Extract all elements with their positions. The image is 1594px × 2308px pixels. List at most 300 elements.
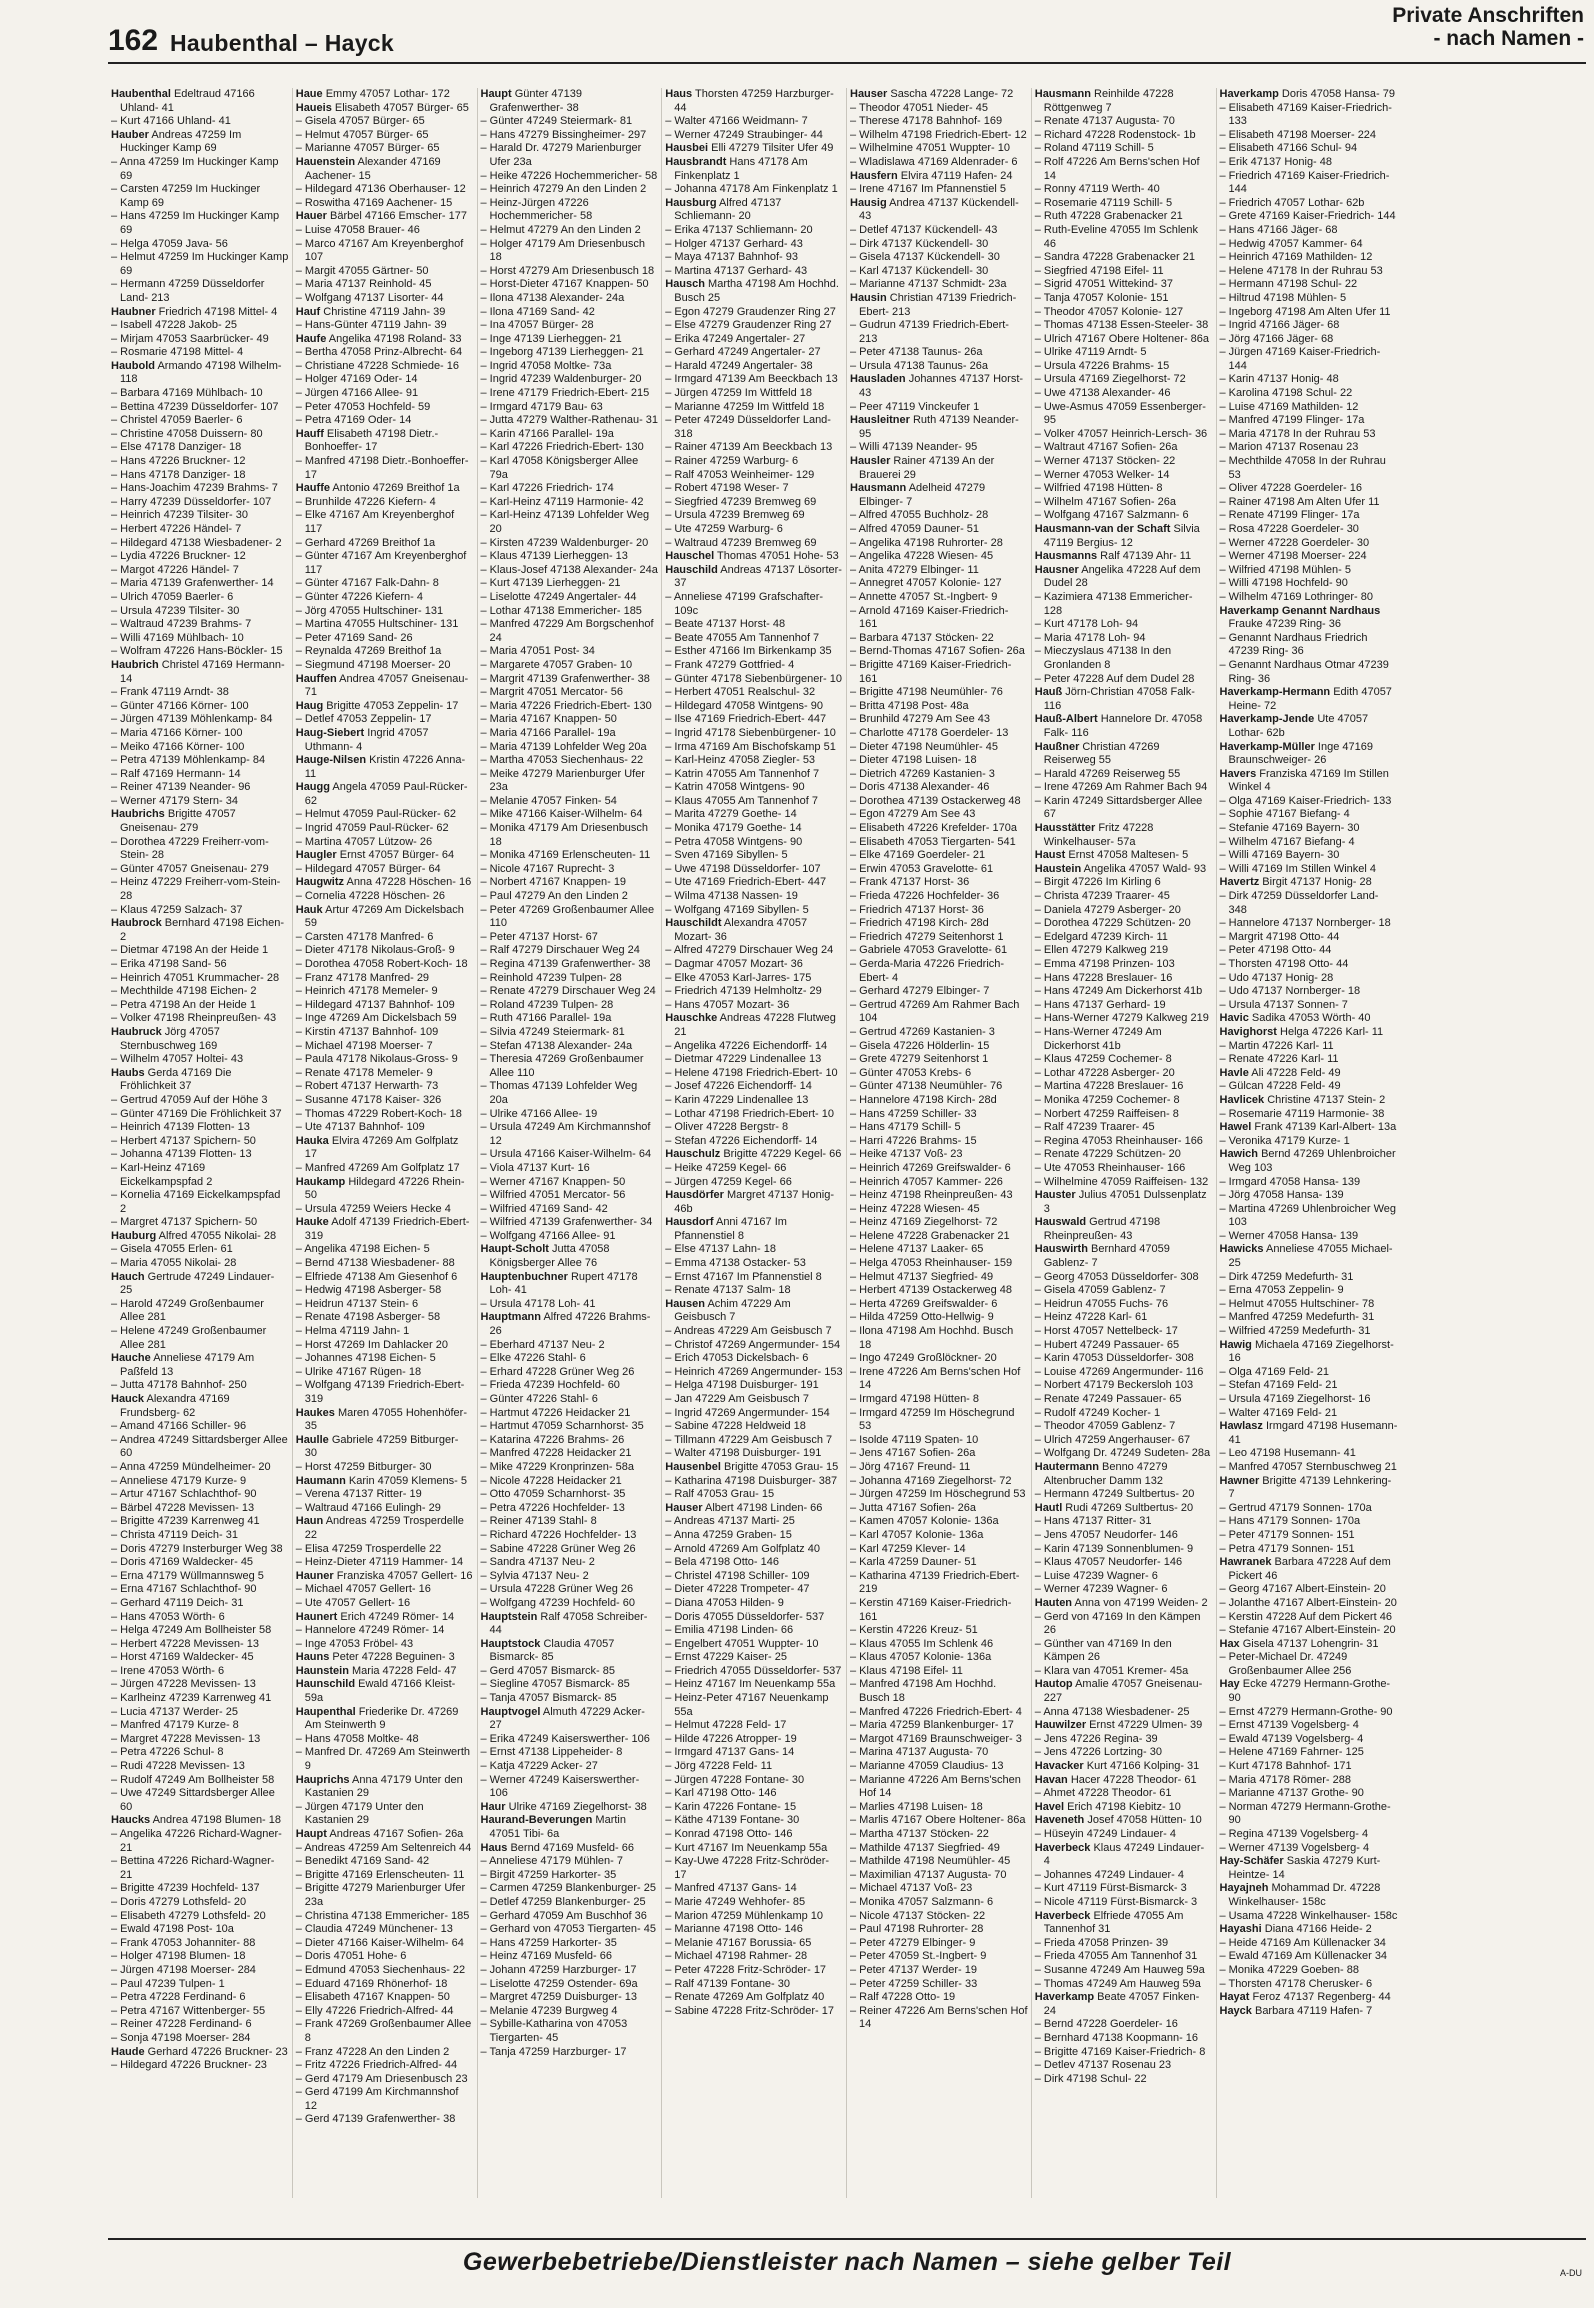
listing-entry	[1035, 265, 1213, 279]
listing-entry	[665, 1108, 843, 1122]
listing-entry	[1035, 795, 1213, 822]
listing-entry	[481, 428, 659, 442]
listing-entry	[665, 795, 843, 809]
listing-entry	[296, 1067, 474, 1081]
entry-details: – Maria 47139 Lohfelder Weg 20a	[480, 740, 647, 753]
entry-details: – Irene 47053 Wörth- 6	[111, 1664, 225, 1677]
surname: Haude	[111, 2045, 145, 2058]
listing-entry	[296, 1461, 474, 1475]
entry-details: – Wilhelm 47167 Sofien- 26a	[1034, 495, 1176, 508]
listing-entry	[111, 1094, 289, 1108]
listing-entry	[111, 1597, 289, 1611]
entry-details: – Klaus 47057 Kolonie- 136a	[850, 1651, 992, 1664]
entry-details: – Dorothea 47058 Robert-Koch- 18	[295, 958, 468, 970]
entry-details: – Maria 47139 Grafenwerther- 14	[111, 577, 274, 590]
entry-details: – Ingrid 47178 Siebenbürgener- 10	[665, 726, 836, 739]
entry-details: – Uwe 47249 Sittardsberger Allee 60	[111, 1787, 275, 1813]
entry-details: – Wolfgang 47167 Salzmann- 6	[1034, 509, 1189, 522]
listing-entry	[850, 1760, 1028, 1774]
entry-details: – Stefan 47169 Feld- 21	[1219, 1379, 1338, 1392]
entry-details: Emmy 47057 Lothar- 172	[322, 88, 450, 100]
surname: Hauten	[1034, 1596, 1073, 1609]
listing-entry	[481, 129, 659, 143]
listing-entry	[850, 944, 1028, 958]
listing-entry	[1220, 564, 1399, 578]
entry-details: Andreas 47259 Im Huckinger Kamp 69	[120, 128, 242, 155]
entry-details: – Britta 47198 Post- 48a	[850, 699, 969, 712]
listing-entry	[665, 645, 843, 659]
listing-entry	[665, 1543, 843, 1557]
surname: Haueis	[295, 101, 332, 114]
entry-details: – Johannes 47198 Eichen- 5	[295, 1352, 436, 1365]
entry-details: – Volker 47057 Heinrich-Lersch- 36	[1034, 427, 1208, 440]
listing-entry	[111, 944, 289, 958]
entry-details: – Klaus 47259 Salzach- 37	[111, 903, 243, 916]
entry-details: – Martina 47055 Hultschiner- 131	[295, 618, 459, 631]
listing-entry	[1220, 387, 1399, 401]
entry-details: – Wolfgang 47166 Allee- 91	[480, 1229, 616, 1242]
listing-entry	[1035, 944, 1213, 958]
entry-details: – Anna 47138 Wiesbadener- 25	[1034, 1705, 1190, 1718]
entry-details: – Heike 47259 Kegel- 66	[665, 1161, 787, 1174]
listing-entry	[481, 414, 659, 428]
entry-details: – Helmut 47059 Paul-Rücker- 62	[295, 808, 456, 821]
listing-entry	[481, 1379, 659, 1393]
listing-entry	[111, 727, 289, 741]
listing-entry	[1220, 441, 1399, 455]
entry-details: – Claudia 47249 Münchener- 13	[295, 1923, 453, 1936]
entry-details: – Klaus 47259 Cochemer- 8	[1034, 1053, 1172, 1066]
listing-entry	[850, 890, 1028, 904]
entry-details: – Heinz-Dieter 47119 Hammer- 14	[295, 1556, 464, 1569]
listing-entry	[850, 1842, 1028, 1856]
listing-entry	[111, 1434, 289, 1461]
entry-details: – Marianne 47259 Im Wittfeld 18	[665, 400, 825, 413]
listing-entry	[111, 1678, 289, 1692]
entry-details: – Marlis 47167 Obere Holtener- 86a	[850, 1814, 1026, 1827]
entry-details: – Reiner 47139 Stahl- 8	[480, 1515, 597, 1528]
entry-details: – Franz 47228 An den Linden 2	[295, 2045, 450, 2058]
surname: Haubner	[111, 305, 156, 318]
listing-entry	[850, 822, 1028, 836]
listing-entry	[296, 1135, 474, 1162]
listing-entry	[296, 373, 474, 387]
entry-details: – Werner 47249 Kaiserswerther- 106	[480, 1773, 640, 1800]
entry-details: – Wilhelmine 47059 Raiffeisen- 132	[1034, 1175, 1209, 1188]
entry-details: – Karlheinz 47239 Karrenweg 41	[111, 1692, 272, 1705]
surname: Haubruck	[111, 1025, 162, 1038]
entry-details: – Gerd 47057 Bismarck- 85	[480, 1664, 616, 1677]
listing-entry	[111, 441, 289, 455]
entry-details: Jörn-Christian 47058 Falk- 116	[1043, 686, 1195, 712]
entry-details: – Thorsten 47178 Cherusker- 6	[1219, 1977, 1373, 1990]
entry-details: – Helga 47249 Am Bollheister 58	[111, 1624, 272, 1637]
listing-entry	[296, 2113, 474, 2127]
entry-details: – Wilfried 47198 Mühlen- 5	[1219, 563, 1351, 576]
listing-entry	[665, 754, 843, 768]
entry-details: – Friedrich 47055 Düsseldorfer- 537	[665, 1664, 842, 1677]
listing-entry	[1220, 1284, 1399, 1298]
listing-entry	[481, 2005, 659, 2019]
entry-details: – Theresia 47269 Großenbaumer Allee 110	[480, 1053, 644, 1079]
listing-entry	[850, 808, 1028, 822]
entry-details: – Peer 47119 Vinckeufer 1	[850, 400, 980, 413]
listing-entry	[481, 1896, 659, 1910]
listing-entry	[111, 1352, 289, 1379]
entry-details: – Brigitte 47169 Erlenscheuten- 11	[295, 1868, 465, 1881]
entry-details: – Regina 47053 Rheinhauser- 166	[1034, 1134, 1203, 1147]
entry-details: – Ruth 47166 Parallel- 19a	[480, 1012, 612, 1025]
entry-details: Kurt 47166 Kolping- 31	[1083, 1760, 1200, 1773]
listing-entry	[665, 1624, 843, 1638]
entry-details: – Hildegard 47058 Wintgens- 90	[665, 699, 824, 712]
entry-details: – Veronika 47179 Kurze- 1	[1219, 1134, 1350, 1147]
listing-entry	[111, 1855, 289, 1882]
listing-entry	[1220, 1787, 1399, 1801]
entry-details: – Barbara 47169 Mühlbach- 10	[111, 387, 263, 400]
entry-details: – Thorsten 47198 Otto- 44	[1219, 958, 1349, 970]
entry-details: – Frank 47279 Gottfried- 4	[665, 658, 795, 671]
entry-details: – Maria 47178 Römer- 288	[1219, 1773, 1351, 1786]
listing-entry	[665, 183, 843, 197]
listing-entry	[665, 1298, 843, 1325]
entry-details: – Sandra 47137 Neu- 2	[480, 1556, 595, 1569]
surname: Hawlasz	[1219, 1420, 1263, 1433]
entry-details: – Hannelore 47249 Römer- 14	[295, 1624, 445, 1637]
listing-entry	[1220, 496, 1399, 510]
entry-details: – Marina 47137 Augusta- 70	[850, 1746, 989, 1759]
entry-details: Rupert 47178 Loh- 41	[489, 1270, 638, 1297]
entry-details: Karin 47059 Klemens- 5	[345, 1474, 467, 1487]
entry-details: – Hannelore 47137 Nornberger- 18	[1219, 917, 1391, 930]
entry-details: – Bela 47198 Otto- 146	[665, 1556, 779, 1569]
surname: Hawel	[1219, 1121, 1252, 1134]
listing-entry	[481, 1814, 659, 1841]
listing-entry	[481, 1950, 659, 1964]
entry-details: – Hildegard 47138 Wiesbadener- 2	[111, 536, 282, 549]
listing-entry	[1220, 1719, 1399, 1733]
entry-details: – Manfred 47228 Heidacker 21	[480, 1447, 632, 1460]
listing-entry	[665, 972, 843, 986]
listing-entry	[1035, 1420, 1213, 1434]
listing-entry	[296, 102, 474, 116]
section-title-line2: - nach Namen -	[1433, 27, 1584, 50]
entry-details: – Waltraud 47166 Eulingh- 29	[295, 1501, 441, 1514]
entry-details: – Günter 47057 Gneisenau- 279	[111, 862, 269, 875]
entry-details: – Günther van 47169 In den Kämpen 26	[1034, 1637, 1172, 1664]
listing-entry	[665, 373, 843, 387]
listing-entry	[296, 550, 474, 577]
surname: Haunstein	[295, 1664, 349, 1677]
surname: Hauffen	[295, 672, 337, 685]
entry-details: – Oliver 47228 Goerdeler- 16	[1219, 482, 1362, 495]
entry-details: Angela 47059 Paul-Rücker- 62	[304, 781, 468, 807]
entry-details: – Theodor 47057 Kolonie- 127	[1034, 305, 1184, 318]
listing-entry	[1220, 876, 1399, 890]
listing-entry	[1220, 1978, 1399, 1992]
listing-entry	[111, 1067, 289, 1094]
entry-details: – Monika 47179 Am Driesenbusch 18	[480, 822, 649, 848]
listing-entry	[665, 1692, 843, 1719]
listing-entry	[296, 197, 474, 211]
surname: Haverbeck	[1034, 1909, 1091, 1922]
listing-entry	[665, 278, 843, 305]
listing-entry	[111, 1665, 289, 1679]
listing-entry	[481, 754, 659, 768]
entry-details: – Petra 47179 Sonnen- 151	[1219, 1542, 1355, 1555]
entry-details: Diana 47166 Heide- 2	[1261, 1923, 1372, 1936]
listing-entry	[850, 1243, 1028, 1257]
entry-details: – Karl 47198 Otto- 146	[665, 1787, 777, 1800]
listing-entry	[481, 292, 659, 306]
listing-entry	[1035, 455, 1213, 469]
listing-entry	[481, 224, 659, 238]
entry-details: – Renate 47279 Dirschauer Weg 24	[480, 985, 656, 998]
entry-details: – Heinrich 47178 Memeler- 9	[295, 985, 438, 998]
entry-details: – Karin 47226 Fontane- 15	[665, 1800, 797, 1813]
entry-details: – Luise 47169 Mathilden- 12	[1219, 400, 1359, 413]
listing-entry	[296, 1964, 474, 1978]
entry-details: Gertrude 47249 Lindauer- 25	[120, 1270, 275, 1297]
listing-entry	[1220, 1842, 1399, 1856]
entry-details: Christel 47169 Hermann- 14	[120, 658, 285, 685]
entry-details: – Alfred 47059 Dauner- 51	[850, 523, 980, 535]
entry-details: – Hans 47178 Danziger- 18	[111, 468, 246, 481]
listing-entry	[1035, 917, 1213, 931]
surname: Havic	[1219, 1012, 1249, 1025]
listing-entry	[1220, 102, 1399, 129]
entry-details: – Fritz 47226 Friedrich-Alfred- 44	[295, 2059, 458, 2072]
listing-entry	[296, 985, 474, 999]
listing-entry	[665, 1611, 843, 1625]
entry-details: Barbara 47228 Auf dem Pickert 46	[1228, 1556, 1391, 1582]
listing-entry	[665, 808, 843, 822]
surname: Hausbei	[665, 142, 709, 155]
listing-entry	[1220, 1135, 1399, 1149]
entry-details: – Willi 47139 Neander- 95	[850, 441, 978, 454]
listing-entry	[1035, 1774, 1213, 1788]
surname: Hayat	[1219, 1991, 1250, 2004]
surname: Haurand-Beverungen	[480, 1814, 593, 1827]
listing-entry	[1220, 1311, 1399, 1325]
listing-entry	[1220, 1203, 1399, 1230]
page-number: 162	[108, 24, 159, 57]
entry-details: – Birgit 47226 Im Kirling 6	[1034, 876, 1161, 889]
entry-details: – Uwe-Asmus 47059 Essenberger- 95	[1034, 400, 1206, 427]
listing-entry	[1220, 333, 1399, 347]
listing-entry	[481, 999, 659, 1013]
listing-entry	[665, 1638, 843, 1652]
listing-entry	[665, 1447, 843, 1461]
listing-entry	[296, 1910, 474, 1924]
entry-details: – Mike 47166 Kaiser-Wilhelm- 64	[480, 808, 643, 821]
entry-details: – Mechthilde 47198 Eichen- 2	[111, 985, 257, 998]
entry-details: Ernst 47057 Bürger- 64	[336, 849, 455, 862]
listing-entry	[481, 1937, 659, 1951]
entry-details: – Lydia 47226 Bruckner- 12	[111, 550, 246, 563]
entry-details: – Sophie 47167 Biefang- 4	[1219, 808, 1350, 821]
entry-details: – Maria 47178 Loh- 94	[1034, 631, 1146, 644]
entry-details: – Melanie 47239 Burgweg 4	[480, 2004, 618, 2017]
listing-entry	[1220, 1475, 1399, 1502]
listing-entry	[111, 1706, 289, 1720]
entry-details: – Ingrid 47059 Paul-Rücker- 62	[295, 822, 449, 835]
surname: Hauffe	[295, 482, 330, 495]
listing-entry	[1220, 1746, 1399, 1760]
entry-details: – Rosemarie 47119 Schill- 5	[1034, 196, 1173, 209]
entry-details: – Jörg 47058 Hansa- 139	[1219, 1189, 1344, 1202]
entry-details: Anna 47228 Höschen- 16	[344, 876, 472, 889]
entry-details: – Dietmar 47198 An der Heide 1	[111, 944, 269, 957]
entry-details: – Erika 47249 Kaiserswerther- 106	[480, 1732, 650, 1745]
listing-entry	[1035, 1978, 1213, 1992]
listing-entry	[850, 1311, 1028, 1325]
entry-details: Christine 47119 Jahn- 39	[320, 305, 446, 318]
listing-entry	[850, 115, 1028, 129]
entry-details: – Oliver 47228 Bergstr- 8	[665, 1121, 789, 1134]
listing-entry	[1220, 142, 1399, 156]
listing-entry	[850, 1774, 1028, 1801]
entry-details: – Ingrid 47058 Moltke- 73a	[480, 359, 612, 372]
entry-details: – Lucia 47137 Werder- 25	[111, 1705, 238, 1718]
entry-details: – Ulrich 47259 Angerhauser- 67	[1034, 1433, 1191, 1446]
listing-entry	[481, 1393, 659, 1407]
entry-details: Adolf 47139 Friedrich-Ebert- 319	[304, 1216, 470, 1242]
entry-details: – Martina 47228 Breslauer- 16	[1034, 1080, 1184, 1093]
listing-entry	[850, 1189, 1028, 1203]
entry-details: – Ulrich 47167 Obere Holtener- 86a	[1034, 332, 1210, 345]
listing-entry	[1035, 876, 1213, 890]
listing-entry	[665, 1801, 843, 1815]
entry-details: – Renate 47198 Asberger- 58	[295, 1311, 441, 1324]
listing-entry	[1035, 2046, 1213, 2060]
entry-details: – Ilona 47169 Sand- 42	[480, 305, 595, 318]
entry-details: – Karl-Heinz 47119 Harmonie- 42	[480, 495, 644, 508]
listing-entry	[850, 1896, 1028, 1910]
entry-details: – Tanja 47057 Bismarck- 85	[480, 1692, 617, 1705]
listing-entry	[296, 876, 474, 890]
entry-details: – Roland 47119 Schill- 5	[1034, 142, 1154, 155]
entry-details: – Elisabeth 47166 Schul- 94	[1219, 142, 1358, 155]
listing-entry	[850, 931, 1028, 945]
listing-entry	[1035, 1298, 1213, 1312]
listing-entry	[665, 1515, 843, 1529]
entry-details: – Hans 47166 Jäger- 68	[1219, 223, 1338, 236]
entry-details: – Marianne 47198 Otto- 146	[665, 1923, 803, 1936]
listing-entry	[850, 1230, 1028, 1244]
listing-entry	[481, 387, 659, 401]
entry-details: – Bettina 47226 Richard-Wagner- 21	[111, 1855, 275, 1881]
entry-details: – Horst 47169 Waldecker- 45	[111, 1651, 254, 1664]
entry-details: Beate 47057 Finken- 24	[1043, 1991, 1200, 2017]
entry-details: – Ralf 47139 Fontane- 30	[665, 1977, 791, 1990]
listing-entry	[111, 1502, 289, 1516]
entry-details: – Martina 47269 Uhlenbroicher Weg 103	[1219, 1202, 1397, 1229]
listing-entry	[1035, 904, 1213, 918]
listing-entry	[111, 1787, 289, 1814]
entry-details: Barbara 47119 Hafen- 7	[1251, 2004, 1373, 2017]
listing-entry	[665, 849, 843, 863]
listing-column	[847, 88, 1032, 2198]
listing-entry	[665, 1257, 843, 1271]
entry-details: Birgit 47137 Honig- 28	[1259, 876, 1372, 889]
listing-entry	[850, 265, 1028, 279]
listing-entry	[296, 1271, 474, 1285]
listing-entry	[665, 469, 843, 483]
entry-details: – Ernst 47167 Im Pfannenstiel 8	[665, 1270, 822, 1283]
entry-details: – Monika 47169 Erlenscheuten- 11	[480, 849, 651, 862]
listing-entry	[1035, 1937, 1213, 1951]
surname: Havacker	[1034, 1760, 1084, 1773]
surname: Hauptmann	[480, 1311, 541, 1324]
listing-entry	[481, 1311, 659, 1338]
entry-details: – Ernst 47139 Vogelsberg- 4	[1219, 1719, 1359, 1732]
entry-details: – Anna 47259 Graben- 15	[665, 1528, 792, 1541]
listing-entry	[296, 1366, 474, 1380]
entry-details: – Stefanie 47167 Albert-Einstein- 20	[1219, 1624, 1396, 1637]
listing-entry	[296, 863, 474, 877]
listing-entry	[481, 1529, 659, 1543]
listing-entry	[665, 1366, 843, 1380]
listing-entry	[665, 713, 843, 727]
listing-entry	[1220, 1611, 1399, 1625]
listing-entry	[1220, 1937, 1399, 1951]
entry-details: Adelheid 47279 Elbinger- 7	[859, 482, 986, 508]
listing-entry	[296, 1475, 474, 1489]
entry-details: – Monika 47229 Goeben- 88	[1219, 1963, 1359, 1976]
listing-column	[662, 88, 847, 2198]
listing-entry	[481, 808, 659, 822]
entry-details: – Renate 47137 Salm- 18	[665, 1284, 791, 1297]
listing-entry	[850, 727, 1028, 741]
entry-details: – Werner 47053 Welker- 14	[1034, 468, 1170, 481]
listing-entry	[850, 170, 1028, 184]
listing-entry	[481, 1665, 659, 1679]
listing-entry	[481, 170, 659, 184]
entry-details: – Irmgard 47259 Im Höschegrund 53	[850, 1406, 1015, 1433]
listing-entry	[1220, 1461, 1399, 1475]
listing-entry	[481, 1502, 659, 1516]
listing-entry	[850, 1678, 1028, 1705]
entry-details: – Ellen 47279 Kalkweg 219	[1034, 944, 1169, 957]
listing-entry	[850, 278, 1028, 292]
listing-entry	[665, 455, 843, 469]
listing-entry	[296, 455, 474, 482]
entry-details: – Andrea 47249 Sittardsberger Allee 60	[111, 1433, 288, 1460]
listing-entry	[850, 1026, 1028, 1040]
listing-entry	[296, 931, 474, 945]
entry-details: – Friedrich 47198 Kirch- 28d	[850, 917, 989, 930]
entry-details: – Monika 47259 Cochemer- 8	[1034, 1093, 1180, 1106]
listing-entry	[296, 1515, 474, 1542]
listing-entry	[1035, 333, 1213, 347]
listing-entry	[665, 917, 843, 944]
surname: Hauch	[111, 1270, 145, 1283]
entry-details: – Marianne 47137 Schmidt- 23a	[850, 278, 1007, 291]
entry-details: – Stefan 47226 Eichendorff- 14	[665, 1134, 818, 1147]
surname: Haubrock	[111, 917, 162, 930]
entry-details: – Wolfgang 47139 Friedrich-Ebert- 319	[295, 1379, 465, 1405]
listing-entry	[1220, 523, 1399, 537]
listing-entry	[296, 1842, 474, 1856]
entry-details: – Helmut 47279 An den Linden 2	[480, 223, 641, 236]
entry-details: – Heinrich 47051 Krummacher- 28	[111, 971, 280, 984]
listing-entry	[665, 1556, 843, 1570]
entry-details: – Doris 47055 Düsseldorfer- 537	[665, 1610, 825, 1623]
entry-details: Achim 47229 Am Geisbusch 7	[674, 1297, 791, 1324]
listing-entry	[1220, 88, 1399, 102]
entry-details: – Wolfgang 47137 Lisorter- 44	[295, 291, 444, 304]
